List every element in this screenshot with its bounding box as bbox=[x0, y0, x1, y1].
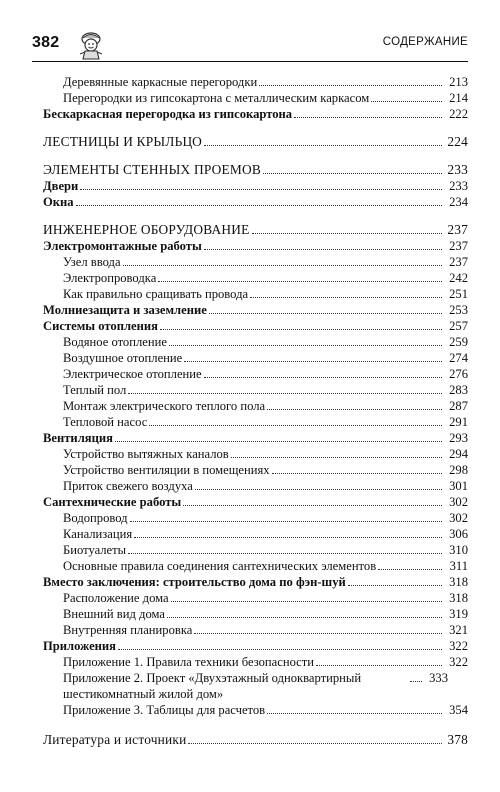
toc-entry[interactable] bbox=[43, 606, 468, 622]
toc-entry-title: Перегородки из гипсокартона с металлическим каркасом bbox=[63, 91, 370, 105]
toc-entry[interactable] bbox=[43, 494, 468, 510]
toc-entry-title: Приложения bbox=[43, 639, 116, 653]
toc-entry-page: 310 bbox=[449, 543, 468, 557]
toc-entry[interactable] bbox=[43, 590, 468, 606]
dot-leader bbox=[267, 707, 442, 714]
toc-entry-title: Приток свежего воздуха bbox=[63, 479, 193, 493]
toc-entry-page: 237 bbox=[449, 255, 468, 269]
toc-entry-title: Биотуалеты bbox=[63, 543, 127, 557]
section-gap bbox=[43, 150, 468, 162]
toc-entry[interactable] bbox=[43, 654, 468, 670]
dot-leader bbox=[263, 166, 442, 174]
toc-entry-page: 318 bbox=[449, 591, 468, 605]
toc-entry-title: ЛЕСТНИЦЫ И КРЫЛЬЦО bbox=[43, 134, 203, 149]
toc-entry-title: Молниезащита и заземление bbox=[43, 303, 207, 317]
toc-entry-title: Водопровод bbox=[63, 511, 128, 525]
dot-leader bbox=[128, 387, 442, 394]
toc-entry-page: 378 bbox=[447, 732, 468, 747]
table-of-contents bbox=[43, 74, 468, 748]
toc-entry-title: Монтаж электрического теплого пола bbox=[63, 399, 266, 413]
toc-entry-title: Воздушное отопление bbox=[63, 351, 183, 365]
toc-entry-title: Устройство вентиляции в помещениях bbox=[63, 463, 270, 477]
toc-entry-page: 253 bbox=[449, 303, 468, 317]
toc-entry[interactable] bbox=[43, 574, 468, 590]
toc-entry-page: 259 bbox=[449, 335, 468, 349]
toc-entry-page: 322 bbox=[449, 639, 468, 653]
toc-entry-title: Электрическое отопление bbox=[63, 367, 202, 381]
toc-entry[interactable] bbox=[43, 334, 468, 350]
dot-leader bbox=[378, 563, 442, 570]
running-header bbox=[32, 30, 468, 64]
dot-leader bbox=[316, 659, 442, 666]
dot-leader bbox=[259, 79, 442, 86]
dot-leader bbox=[195, 483, 442, 490]
toc-entry-page: 233 bbox=[447, 162, 468, 177]
dot-leader bbox=[348, 579, 442, 586]
header-title: СОДЕРЖАНИЕ bbox=[382, 36, 468, 48]
toc-entry-title: Тепловой насос bbox=[63, 415, 148, 429]
dot-leader bbox=[167, 611, 442, 618]
dot-leader bbox=[410, 675, 422, 682]
dot-leader bbox=[267, 403, 442, 410]
toc-entry-page: 251 bbox=[449, 287, 468, 301]
toc-entry-title: Окна bbox=[43, 195, 74, 209]
toc-entry-page: 276 bbox=[449, 367, 468, 381]
toc-entry[interactable] bbox=[43, 302, 468, 318]
toc-entry[interactable] bbox=[43, 670, 468, 702]
header-rule bbox=[32, 61, 468, 62]
dot-leader bbox=[80, 183, 442, 190]
toc-entry[interactable] bbox=[43, 446, 468, 462]
toc-entry-title: Деревянные каркасные перегородки bbox=[63, 75, 258, 89]
dot-leader bbox=[128, 547, 442, 554]
toc-entry[interactable] bbox=[43, 90, 468, 106]
toc-entry-page: 301 bbox=[449, 479, 468, 493]
toc-entry-title: Литература и источники bbox=[43, 732, 187, 747]
dot-leader bbox=[194, 627, 442, 634]
toc-entry-page: 293 bbox=[449, 431, 468, 445]
toc-entry-title: Как правильно сращивать провода bbox=[63, 287, 249, 301]
dot-leader bbox=[204, 138, 442, 146]
dot-leader bbox=[160, 323, 442, 330]
toc-entry[interactable] bbox=[43, 318, 468, 334]
toc-entry-title: Электромонтажные работы bbox=[43, 239, 202, 253]
toc-entry-page: 311 bbox=[449, 559, 468, 573]
toc-entry[interactable] bbox=[43, 178, 468, 194]
dot-leader bbox=[204, 371, 442, 378]
toc-entry-title: Внутренняя планировка bbox=[63, 623, 193, 637]
toc-entry-title: Бескаркасная перегородка из гипсокартона bbox=[43, 107, 293, 121]
dot-leader bbox=[252, 226, 442, 234]
toc-entry[interactable] bbox=[43, 414, 468, 430]
toc-entry[interactable] bbox=[43, 478, 468, 494]
toc-entry[interactable] bbox=[43, 106, 468, 122]
dot-leader bbox=[134, 531, 442, 538]
dot-leader bbox=[115, 435, 442, 442]
toc-entry-title: Основные правила соединения сантехнических элементов bbox=[63, 559, 377, 573]
dot-leader bbox=[231, 451, 442, 458]
toc-entry[interactable] bbox=[43, 622, 468, 638]
dot-leader bbox=[76, 199, 442, 206]
toc-entry[interactable] bbox=[43, 222, 468, 238]
toc-entry-page: 214 bbox=[449, 91, 468, 105]
toc-entry-page: 306 bbox=[449, 527, 468, 541]
toc-entry-title: ИНЖЕНЕРНОЕ ОБОРУДОВАНИЕ bbox=[43, 222, 250, 237]
section-gap bbox=[43, 718, 468, 732]
toc-entry-title: Внешний вид дома bbox=[63, 607, 165, 621]
section-gap bbox=[43, 122, 468, 134]
toc-entry[interactable] bbox=[43, 462, 468, 478]
dot-leader bbox=[130, 515, 442, 522]
toc-entry[interactable] bbox=[43, 350, 468, 366]
toc-entry-page: 302 bbox=[449, 511, 468, 525]
toc-entry[interactable] bbox=[43, 366, 468, 382]
toc-entry-page: 257 bbox=[449, 319, 468, 333]
dot-leader bbox=[149, 419, 442, 426]
dot-leader bbox=[123, 259, 442, 266]
toc-entry-page: 333 bbox=[429, 671, 448, 685]
toc-entry-page: 224 bbox=[447, 134, 468, 149]
toc-entry[interactable] bbox=[43, 254, 468, 270]
section-gap bbox=[43, 210, 468, 222]
toc-entry-page: 318 bbox=[449, 575, 468, 589]
dot-leader bbox=[371, 95, 442, 102]
toc-entry-title: Расположение дома bbox=[63, 591, 169, 605]
toc-entry[interactable] bbox=[43, 638, 468, 654]
toc-entry[interactable] bbox=[43, 430, 468, 446]
toc-entry[interactable] bbox=[43, 194, 468, 210]
toc-entry-page: 283 bbox=[449, 383, 468, 397]
toc-entry-title: Электропроводка bbox=[63, 271, 157, 285]
toc-entry-page: 322 bbox=[449, 655, 468, 669]
toc-entry-page: 287 bbox=[449, 399, 468, 413]
toc-entry-title: ЭЛЕМЕНТЫ СТЕННЫХ ПРОЕМОВ bbox=[43, 162, 261, 177]
toc-entry-page: 234 bbox=[449, 195, 468, 209]
toc-entry[interactable] bbox=[43, 74, 468, 90]
dot-leader bbox=[171, 595, 442, 602]
toc-entry-title: Водяное отопление bbox=[63, 335, 167, 349]
toc-entry[interactable] bbox=[43, 270, 468, 286]
toc-entry[interactable] bbox=[43, 542, 468, 558]
dot-leader bbox=[204, 243, 442, 250]
toc-entry-page: 237 bbox=[447, 222, 468, 237]
dot-leader bbox=[272, 467, 442, 474]
toc-entry-page: 354 bbox=[449, 703, 468, 717]
toc-entry-page: 274 bbox=[449, 351, 468, 365]
toc-entry-title: Устройство вытяжных каналов bbox=[63, 447, 229, 461]
dot-leader bbox=[158, 275, 442, 282]
toc-entry-title: Канализация bbox=[63, 527, 133, 541]
toc-entry-page: 291 bbox=[449, 415, 468, 429]
dot-leader bbox=[294, 111, 442, 118]
toc-entry[interactable] bbox=[43, 558, 468, 574]
dot-leader bbox=[209, 307, 442, 314]
toc-entry-title: Вместо заключения: строительство дома по фэн-шуй bbox=[43, 575, 346, 589]
toc-entry-page: 233 bbox=[449, 179, 468, 193]
toc-entry-title: Приложение 1. Правила техники безопасности bbox=[63, 655, 315, 669]
toc-entry-page: 237 bbox=[449, 239, 468, 253]
toc-entry-title: Приложение 3. Таблицы для расчетов bbox=[63, 703, 266, 717]
toc-entry[interactable] bbox=[43, 398, 468, 414]
dot-leader bbox=[118, 643, 442, 650]
toc-entry[interactable] bbox=[43, 382, 468, 398]
page-number: 382 bbox=[32, 34, 60, 51]
dot-leader bbox=[183, 499, 442, 506]
dot-leader bbox=[250, 291, 442, 298]
toc-entry-page: 213 bbox=[449, 75, 468, 89]
dot-leader bbox=[188, 736, 442, 744]
toc-entry-page: 319 bbox=[449, 607, 468, 621]
toc-entry-title: Приложение 2. Проект «Двухэтажный одноквартирный шестикомнатный жилой дом» bbox=[63, 671, 362, 701]
toc-entry[interactable] bbox=[43, 732, 468, 748]
toc-entry[interactable] bbox=[43, 162, 468, 178]
dot-leader bbox=[169, 339, 442, 346]
toc-entry[interactable] bbox=[43, 702, 468, 718]
dot-leader bbox=[184, 355, 442, 362]
toc-entry-page: 242 bbox=[449, 271, 468, 285]
toc-entry-title: Сантехнические работы bbox=[43, 495, 182, 509]
toc-entry[interactable] bbox=[43, 286, 468, 302]
toc-entry-title: Системы отопления bbox=[43, 319, 158, 333]
toc-entry-title: Узел ввода bbox=[63, 255, 121, 269]
toc-entry-page: 298 bbox=[449, 463, 468, 477]
toc-entry[interactable] bbox=[43, 526, 468, 542]
cartoon-mascot-icon bbox=[76, 30, 106, 60]
toc-entry-title: Вентиляция bbox=[43, 431, 113, 445]
toc-entry-page: 294 bbox=[449, 447, 468, 461]
toc-entry[interactable] bbox=[43, 238, 468, 254]
toc-entry-title: Двери bbox=[43, 179, 79, 193]
toc-entry[interactable] bbox=[43, 134, 468, 150]
toc-entry[interactable] bbox=[43, 510, 468, 526]
toc-entry-page: 222 bbox=[449, 107, 468, 121]
toc-entry-title: Теплый пол bbox=[63, 383, 127, 397]
toc-entry-page: 302 bbox=[449, 495, 468, 509]
toc-entry-page: 321 bbox=[449, 623, 468, 637]
